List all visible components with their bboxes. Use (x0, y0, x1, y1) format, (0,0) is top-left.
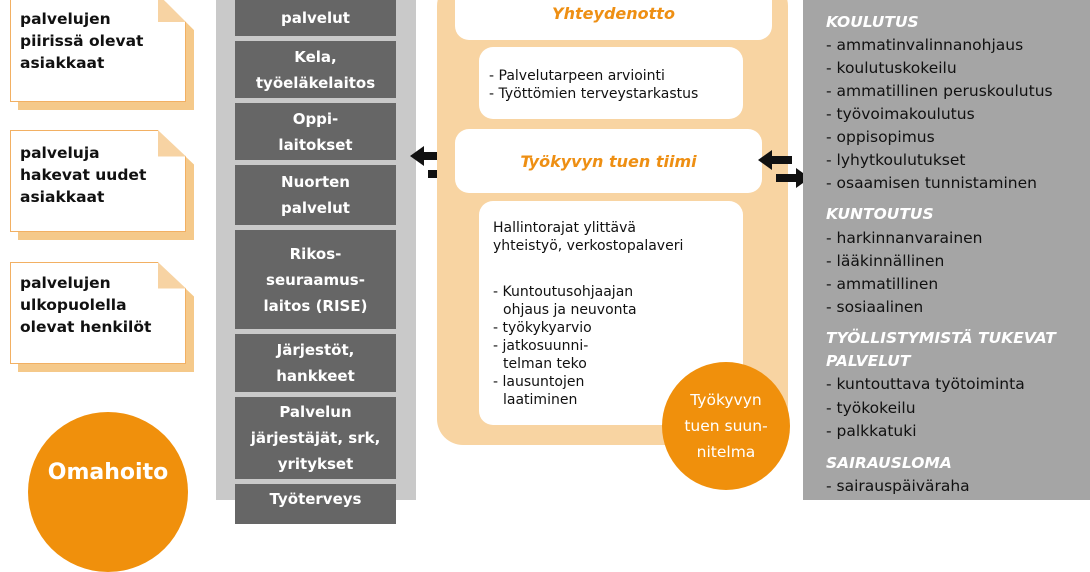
service-item: - työvoimakoulutus (826, 105, 975, 123)
service-item: - ammatillinen peruskoulutus (826, 82, 1053, 100)
service-box: Järjestöt, hankkeet (235, 334, 396, 392)
client-note-new (10, 130, 186, 232)
contact-box (455, 0, 772, 40)
section-heading: SAIRAUSLOMA (826, 454, 952, 472)
team-task: - jatkosuunni- (493, 338, 589, 354)
service-item: - koulutuskokeilu (826, 59, 957, 77)
cooperation-text: Hallintorajat ylittävä yhteistyö, verkostopalaveri (493, 220, 684, 254)
service-item: - harkinnanvarainen (826, 229, 983, 247)
service-box: Oppi- laitokset (235, 103, 396, 160)
section-heading: PALVELUT (826, 352, 911, 370)
team-title: Työkyvyn tuen tiimi (520, 151, 697, 171)
service-box: Rikos- seuraamus- laitos (RISE) (235, 230, 396, 329)
service-item: - oppisopimus (826, 128, 935, 146)
service-item: - osaamisen tunnistaminen (826, 174, 1037, 192)
service-item: - ammatinvalinnanohjaus (826, 36, 1024, 54)
service-box: palvelut (235, 0, 396, 36)
service-box: Nuorten palvelut (235, 165, 396, 225)
service-item: - sosiaalinen (826, 298, 924, 316)
service-box: Työterveys (235, 484, 396, 524)
team-task: - Kuntoutusohjaajan (493, 284, 634, 300)
service-item: - palkkatuki (826, 422, 917, 440)
client-note-label: palvelujen ulkopuolella olevat henkilöt (20, 274, 152, 336)
self-care-circle (28, 412, 188, 572)
service-item: - kuntouttava työtoiminta (826, 375, 1025, 393)
plan-circle: Työkyvyn tuen suun- nitelma (662, 362, 790, 490)
team-task: telman teko (503, 356, 587, 372)
section-heading: KOULUTUS (826, 13, 919, 31)
service-item: - lääkinnällinen (826, 252, 945, 270)
team-box (455, 129, 762, 193)
service-item: - sairauspäiväraha (826, 477, 970, 495)
service-item: - ammatillinen (826, 275, 939, 293)
client-note-current (10, 0, 186, 102)
service-item: - työkokeilu (826, 399, 916, 417)
section-heading: KUNTOUTUS (826, 205, 934, 223)
client-note-outside (10, 262, 186, 364)
client-note-label: palveluja hakevat uudet asiakkaat (20, 144, 147, 206)
assessment-box (479, 47, 743, 119)
section-heading: TYÖLLISTYMISTÄ TUKEVAT (826, 329, 1056, 347)
assessment-item: - Työttömien terveystarkastus (489, 86, 699, 102)
service-item: - lyhytkoulutukset (826, 151, 966, 169)
self-care-label: Omahoito (47, 460, 169, 485)
service-box: Palvelun järjestäjät, srk, yritykset (235, 397, 396, 479)
team-task: - työkykyarvio (493, 320, 592, 336)
team-task: ohjaus ja neuvonta (503, 302, 637, 318)
team-task: laatiminen (503, 392, 578, 408)
team-task: - lausuntojen (493, 374, 585, 390)
client-note-label: palvelujen piirissä olevat asiakkaat (20, 10, 144, 72)
assessment-item: - Palvelutarpeen arviointi (489, 68, 665, 84)
service-box: Kela, työeläkelaitos (235, 41, 396, 98)
contact-title: Yhteydenotto (552, 3, 675, 23)
